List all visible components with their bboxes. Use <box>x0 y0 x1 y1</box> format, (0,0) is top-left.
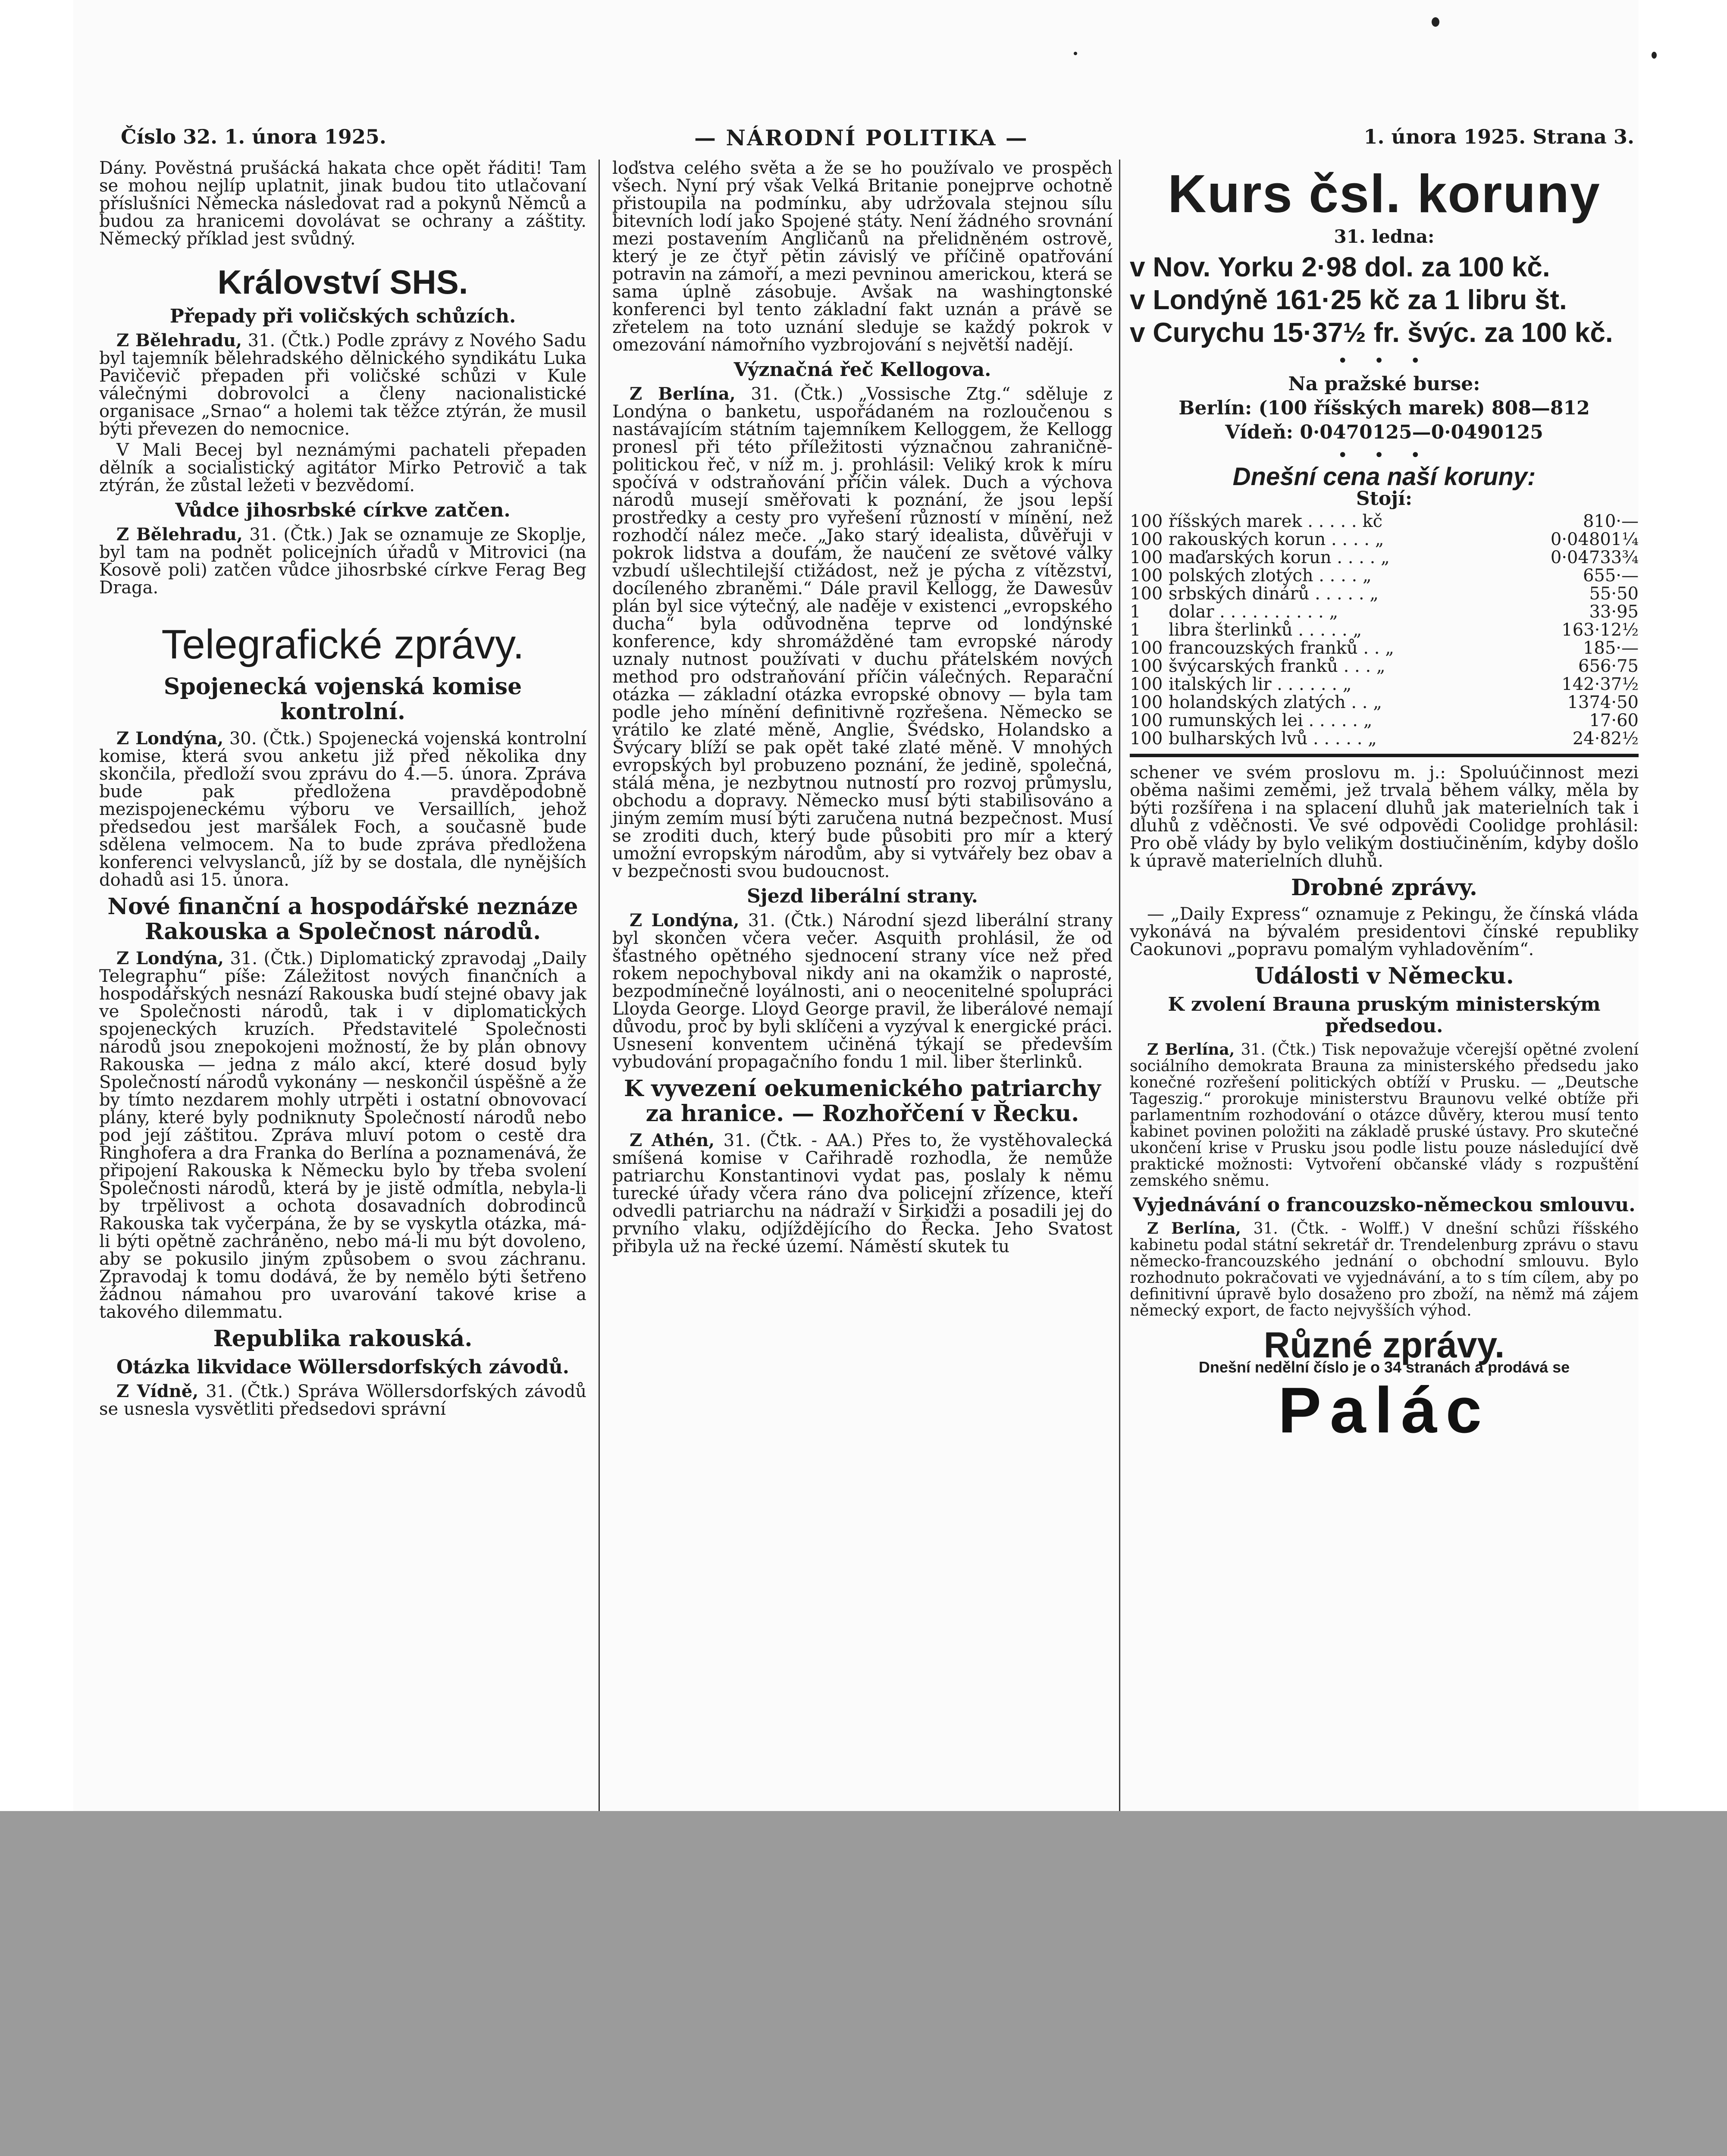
currency-value: 0·04801¼ <box>1550 530 1639 549</box>
page-date-number: 1. února 1925. Strana 3. <box>1363 125 1634 148</box>
advertisement-title: Palác <box>1278 1374 1490 1446</box>
currency-value: 33·95 <box>1589 602 1639 622</box>
body-text: 31. (Čtk. - AA.) Přes to, že vystěhovalecká smíšená komise v Cařihradě rozhodla, že nemůže patriarchu Konstantinovi vydat pas, poslaly k němu turecké úřady včera ráno dva policejní zřízence, kteří odvedli patriarchu na nádraží v Sirkidži a posadili jej do prvního vlaku, odjíždějícího do Řecka. Jeho Svatost přibyla už na řecké území. Náměstí skutek tu <box>612 1131 1113 1257</box>
dateline: Z Londýna, <box>630 910 740 931</box>
dateline: Z Berlína, <box>1147 1040 1235 1059</box>
burse-vienna: Vídeň: 0·0470125—0·0490125 <box>1225 421 1543 443</box>
masthead <box>121 125 1634 155</box>
scan-background <box>0 1811 1727 2156</box>
currency-name: rakouských korun . . . . „ <box>1169 530 1384 549</box>
divider <box>1130 754 1639 757</box>
section-heading: Různé zprávy. <box>1263 1325 1505 1365</box>
burse-berlin: Berlín: (100 říšských marek) 808—812 <box>1178 397 1590 419</box>
currency-amount: 100 <box>1130 729 1163 749</box>
currency-amount: 1 <box>1130 602 1141 622</box>
dateline: Z Berlína, <box>1147 1219 1241 1238</box>
paragraph: loďstva celého světa a že se ho používalo ve prospěch všech. Nyní prý však Velká Britanie ponejprve ochotně přistoupila na podmínku, aby udržovala stejnou sílu bitevních lodí jako Spojené státy. Není žádného srovnání mezi postavením Angličanů na přelidněném ostrově, který je ze čtyř pětin závislý ve příčině opatřování potravin na zámoří, a mezi pevninou americkou, která se sama úplně zásobuje. Avšak na washingtonské konferenci byl tento základní fakt uznán a právě se zřetelem na toto uznání sleduje se každý pokrok v omezování námořního vyzbrojování s největší nadějí. <box>612 158 1113 355</box>
currency-name: francouzských franků . . „ <box>1169 638 1394 658</box>
currency-name: libra šterlinků . . . . . „ <box>1169 620 1362 640</box>
subheading: Sjezd liberální strany. <box>747 885 978 907</box>
scan-speck <box>1432 17 1439 27</box>
section-heading: K vyvezení oekumenického patriarchy za hranice. — Rozhořčení v Řecku. <box>624 1075 1101 1127</box>
currency-value: 1374·50 <box>1567 693 1639 712</box>
column-3 <box>1130 160 1639 1815</box>
body-text: 31. (Čtk.) Jak se oznamuje ze Skoplje, byl tam na podnět policejních úřadů v Mitrovici (na Kosově poli) zatčen vůdce jihosrbské církve Ferag Beg Draga. <box>99 525 587 598</box>
currency-name: maďarských korun . . . . „ <box>1169 548 1390 567</box>
section-heading: Události v Německu. <box>1254 963 1514 989</box>
currency-amount: 100 <box>1130 530 1163 549</box>
dateline: Z Bělehradu, <box>116 330 242 351</box>
section-heading: Království SHS. <box>217 263 468 301</box>
paragraph <box>99 1382 586 1418</box>
scan-speck <box>1652 52 1657 59</box>
body-text: 31. (Čtk. - Wolff.) V dnešní schůzi říšského kabinetu podal státní sekretář dr. Trendelenburg zprávu o stavu německo-francouzského jednání o obchodní smlouvu. Bylo rozhodnuto pokračovati ve vyjednávání, a to s tím cílem, aby po definitivní úpravě bylo dosaženo pro zboží, na němž má zájem německý export, de facto nejvyšších výhod. <box>1130 1220 1639 1319</box>
paragraph <box>99 332 586 438</box>
currency-amount: 100 <box>1130 711 1163 730</box>
currency-amount: 100 <box>1130 674 1163 694</box>
paragraph <box>99 950 586 1321</box>
subheading: K zvolení Brauna pruským ministerským předsedou. <box>1168 993 1601 1037</box>
advertisement-text: Dnešní nedělní číslo je o 34 stranách a prodává se <box>1198 1358 1570 1376</box>
currency-row <box>1130 693 1639 711</box>
currency-row <box>1130 730 1639 748</box>
currency-amount: 100 <box>1130 511 1163 531</box>
currency-value: 24·82½ <box>1572 729 1639 749</box>
paragraph <box>1130 1220 1639 1319</box>
subheading: Význačná řeč Kellogova. <box>733 359 991 381</box>
body-text: 31. (Čtk.) Podle zprávy z Nového Sadu byl tajemník bělehradského dělnického syndikátu Luka Pavičevič přepaden při voličské schůzi v Kule válečnými dobrovolci a členy nacionalistické organisace „Srnao“ a holemi tak těžce ztýrán, že musil býti převezen do nemocnice. <box>99 331 587 439</box>
exchange-rate-zurich: v Curychu 15·37½ fr. švýc. za 100 kč. <box>1130 317 1613 348</box>
body-text: 31. (Čtk.) „Vossische Ztg.“ sděluje z Londýna o banketu, uspořádaném na rozloučenou s nastávajícím státním tajemníkem Kelloggem, že Kellogg pronesl při této příležitosti význačnou zahraničně-politickou řeč, v níž m. j. prohlásil: Veliký krok k míru spočívá v odstraňování příčin válek. Duch a výchova národů musejí směřovati k poznání, že jsou lepší prostředky a cesty pro vyřešení růzností v mínění, než rozhodčí nález meče. „Jako starý idealista, důvěřuji v pokrok lidstva a doufám, že naučení ze světové války vzbudí ušlechtilejší ctižádost, než je pýcha z vítězství, docíleného zbraněmi.“ Dále pravil Kellogg, že Dawesův plán byl sice výtečný, ale naděje v existenci „evropského ducha“ byla odůvodněna teprve od londýnské konference, kdy shromážděné tam evropské národy uznaly nutnost používati v duchu přátelském nových method pro odstraňování příčin válečných. Reparační otázka — základní otázka evropské obnovy — byla tam podle jeho mínění definitivně rozřešena. Německo se vrátilo ke zlaté měně, Anglie, Švédsko, Holandsko a Švýcary blíží se pak opět také zlaté měně. V mnohých evropských byl probuzeno poznání, že jedině, společná, stálá měna, je nezbytnou nutností pro rozvoj průmyslu, obchodu a dopravy. Německo musí býti stabilisováno a jiným zemím musí býti zaručena nutná bezpečnost. Musí se zroditi duch, který bude působiti pro mír a který umožní evropským národům, aby si vytvářely bez obav a v bezpečnosti svou budoucnost. <box>612 384 1113 881</box>
currency-table <box>1130 512 1639 748</box>
currency-row <box>1130 567 1639 585</box>
newspaper-title: — NÁRODNÍ POLITIKA — <box>694 125 1028 150</box>
exchange-rate-date: 31. ledna: <box>1334 226 1435 247</box>
paragraph: V Mali Becej byl neznámými pachateli přepaden dělník a socialistický agitátor Mirko Petrovič a tak ztýrán, že zůstal ležeti v bezvědomí. <box>99 440 586 495</box>
dateline: Z Berlína, <box>630 384 736 404</box>
koruna-price-heading: Dnešní cena naší koruny: <box>1232 463 1536 491</box>
currency-name: holandských zlatých . . „ <box>1169 693 1382 712</box>
body-text: 31. (Čtk.) Diplomatický zpravodaj „Daily Telegraphu“ píše: Záležitost nových finančních a hospodářských nesnází Rakouska budí stejné obavy jak ve Společnosti národů, tak i v diplomatických spojeneckých kruzích. Představitelé Společnosti národů jsou znepokojeni možností, že by plán obnovy Rakouska — jedna z málo akcí, které dosud byly Společností národů vykonány — neskončil úspěšně a že by tímto nezdarem mohly utrpěti i ostatní obnovovací plány, které byly podniknuty Společností národů nebo pod její záštitou. Zpráva mluví potom o cestě dra Ringhofera a dra Franka do Berlína a poznamenává, že připojení Rakouska k Německu bylo by třeba svolení Společnosti národů, která by je jistě odmítla, nebyla-li by trpělivost a ochota dosavadních dobrodinců Rakouska tak vyčerpána, že by se vyskytla otázka, má-li býti opětně zachráněno, nebo má-li mu být dovoleno, aby se pokusilo jiným způsobem o svou záchranu. Zpravodaj k tomu dodává, že by nemělo býti šetřeno žádnou námahou pro uvarování takové krise a takového dilemmatu. <box>99 949 587 1322</box>
body-text: 31. (Čtk.) Správa Wöllersdorfských závodů se usnesla vysvětliti předsedovi správní <box>99 1382 587 1419</box>
currency-row <box>1130 530 1639 548</box>
currency-name: bulharských lvů . . . . . „ <box>1169 729 1377 749</box>
currency-amount: 100 <box>1130 656 1163 676</box>
paragraph: — „Daily Express“ oznamuje z Pekingu, že čínská vláda vykonává na bývalém presidentovi čínské republiky Caokunovi „popravu pomalým vyhladověním“. <box>1130 904 1639 959</box>
dateline: Z Londýna, <box>116 948 224 968</box>
section-heading: Republika rakouská. <box>213 1326 473 1352</box>
currency-amount: 1 <box>1130 620 1141 640</box>
currency-value: 655·— <box>1583 566 1639 586</box>
currency-value: 0·04733¾ <box>1550 548 1639 567</box>
currency-row <box>1130 675 1639 693</box>
newspaper-page <box>73 0 1639 1824</box>
paragraph <box>612 1131 1113 1256</box>
subheading: Otázka likvidace Wöllersdorfských závodů. <box>116 1356 570 1378</box>
currency-name: dolar . . . . . . . . . . „ <box>1169 602 1338 622</box>
exchange-rate-london: v Londýně 161·25 kč za 1 libru št. <box>1130 284 1567 315</box>
currency-row <box>1130 657 1639 675</box>
currency-value: 142·37½ <box>1561 674 1639 694</box>
currency-row <box>1130 711 1639 730</box>
section-heading: Drobné zprávy. <box>1291 874 1478 901</box>
scan-speck <box>1074 52 1077 55</box>
stoji-label: Stojí: <box>1356 488 1413 510</box>
body-text: 31. (Čtk.) Národní sjezd liberální strany byl skončen včera večer. Asquith prohlásil, že od šťastného opětného sjednocení strany více než před rokem nepochyboval nikdy ani na okamžik o naprosté, bezpodmínečné loyálnosti, ani o neocenitelné spolupráci Lloyda George. Lloyd George pravil, že liberálové nemají důvodu, proč by byli sklíčeni a vyzýval k energické práci. Usnesení konventem učiněná týkají se především vybudování propagačního fondu 1 mil. liber šterlinků. <box>612 911 1113 1072</box>
dateline: Z Bělehradu, <box>116 524 243 545</box>
exchange-rate-new-york: v Nov. Yorku 2·98 dol. za 100 kč. <box>1130 251 1550 282</box>
paragraph: Dány. Pověstná prušácká hakata chce opět řáditi! Tam se mohou nejlíp uplatnit, jinak budou tito utlačovaní příslušníci Německa následovat rad a pokynů Němců a budou za hranicemi dovolávat se ochrany a záštity. Německý příklad jest svůdný. <box>99 158 586 249</box>
paragraph <box>612 385 1113 881</box>
currency-amount: 100 <box>1130 638 1163 658</box>
currency-amount: 100 <box>1130 548 1163 567</box>
currency-amount: 100 <box>1130 584 1163 604</box>
currency-value: 163·12½ <box>1561 620 1639 640</box>
currency-row <box>1130 585 1639 603</box>
currency-row <box>1130 639 1639 657</box>
subheading: Přepady při voličských schůzích. <box>169 305 516 327</box>
currency-value: 656·75 <box>1578 656 1639 676</box>
currency-amount: 100 <box>1130 566 1163 586</box>
paragraph <box>1130 1041 1639 1189</box>
currency-row <box>1130 548 1639 567</box>
separator-dots: • • • <box>1337 445 1431 465</box>
exchange-rate-heading: Kurs čsl. koruny <box>1168 164 1601 224</box>
paragraph <box>612 912 1113 1071</box>
subheading: Vyjednávání o francouzsko-německou smlouvu. <box>1133 1194 1636 1216</box>
dateline: Z Vídně, <box>116 1381 199 1401</box>
subheading: Spojenecká vojenská komise kontrolní. <box>163 674 522 725</box>
column-2 <box>612 160 1113 1815</box>
subheading: Vůdce jihosrbské církve zatčen. <box>175 499 511 521</box>
column-divider <box>599 160 600 1811</box>
currency-amount: 100 <box>1130 693 1163 712</box>
separator-dots: • • • <box>1337 351 1431 371</box>
currency-name: italských lir . . . . . . „ <box>1169 674 1352 694</box>
burse-heading: Na pražské burse: <box>1288 373 1480 395</box>
dateline: Z Londýna, <box>116 728 224 749</box>
currency-name: srbských dinárů . . . . . „ <box>1169 584 1379 604</box>
currency-value: 17·60 <box>1589 711 1639 730</box>
column-1 <box>99 160 586 1815</box>
section-heading: Telegrafické zprávy. <box>161 621 524 667</box>
paragraph <box>99 526 586 597</box>
currency-row <box>1130 603 1639 621</box>
body-text: 30. (Čtk.) Spojenecká vojenská kontrolní komise, která svou anketu již před několika dny skončila, předloží svou zprávu do 4.—5. února. Zpráva bude pak předložena pravděpodobně mezispojeneckému výboru ve Versaillích, jehož předsedou jest maršálek Foch, a současně bude sdělena velmocem. Na to bude zpráva předložena konferenci velvyslanců, jíž by se dostala, dle nynějších dohadů asi 15. února. <box>99 729 587 890</box>
issue-number-date: Číslo 32. 1. února 1925. <box>121 125 386 148</box>
currency-value: 810·— <box>1583 511 1639 531</box>
currency-name: říšských marek . . . . . kč <box>1169 511 1382 531</box>
dateline: Z Athén, <box>630 1130 715 1150</box>
currency-value: 185·— <box>1583 638 1639 658</box>
column-divider <box>1119 160 1120 1811</box>
currency-name: polských zlotých . . . . „ <box>1169 566 1372 586</box>
body-text: 31. (Čtk.) Tisk nepovažuje včerejší opětné zvolení sociálního demokrata Brauna za ministerského předsedu jako konečné rozřešení politických obtíží v Prusku. — „Deutsche Tageszig.“ prorokuje ministerstvu Braunovu velké obtíže při parlamentním rozhodování o otázce důvěry, kterou musí tento kabinet povinen položiti na základě pruské ústavy. Pro skutečné ukončení krise v Prusku jsou podle listu pouze následující dvě praktické možnosti: Vytvoření občanské vlády s rozpuštění zemského sněmu. <box>1130 1041 1639 1190</box>
currency-row <box>1130 512 1639 530</box>
paragraph <box>99 730 586 889</box>
subheading: Nové finanční a hospodářské neznáze Rakouska a Společnost národů. <box>107 893 578 945</box>
paragraph: schener ve svém proslovu m. j.: Spoluúčinnost mezi oběma našimi zeměmi, jež trvala během války, měla by býti rozšířena i na splacení dluhů jak materielních tak i dluhů z vděčnosti. Ve své odpovědi Coolidge prohlásil: Pro obě vlády by bylo velikým dostiučiněním, kdyby došlo k úpravě materielních dluhů. <box>1130 763 1639 871</box>
currency-name: rumunských lei . . . . . „ <box>1169 711 1373 730</box>
currency-name: švýcarských franků . . . „ <box>1169 656 1385 676</box>
currency-value: 55·50 <box>1589 584 1639 604</box>
currency-row <box>1130 621 1639 639</box>
